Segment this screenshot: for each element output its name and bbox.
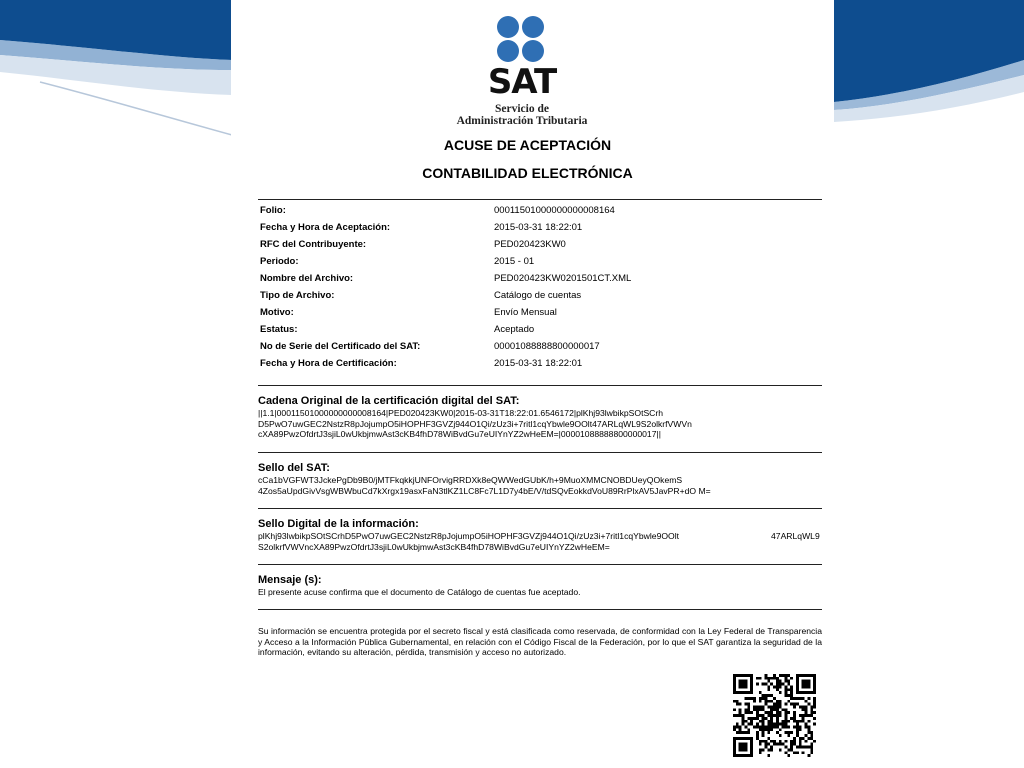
field-label: Motivo: <box>260 307 294 318</box>
privacy-notice: Su información se encuentra protegida por el secreto fiscal y está clasificada como reservada, de conformidad con la Ley Federal de Transparencia y Acceso a la Información Pública Gubernamental, en relación con el Código Fiscal de la Federación, por lo que el SAT garantiza la seguridad de la información, evitando su alteración, pérdida, transmisión y acceso no autorizado. <box>258 626 822 657</box>
sello-digital-text: 47ARLqWL9 <box>771 531 820 541</box>
sello-sat-title: Sello del SAT: <box>258 462 330 474</box>
cadena-original-line: D5PwO7uwGEC2NstzR8pJojumpO5iHOPHF3GVZj944O1Qi/zUz3i+7ritl1cqYbwle9OOlt47ARLqWL9S2olkrfVWVn <box>258 418 692 429</box>
sat-logo <box>456 16 588 127</box>
logo-subtitle-line2: Administración Tributaria <box>456 115 588 127</box>
mensaje-block <box>258 574 824 598</box>
sat-logo-subtitle <box>444 103 600 127</box>
field-value: Aceptado <box>494 324 535 335</box>
field-label: Fecha y Hora de Aceptación: <box>260 222 391 233</box>
qr-code-icon <box>733 674 816 757</box>
divider <box>258 452 822 453</box>
divider <box>258 199 822 200</box>
field-label: Estatus: <box>260 324 298 335</box>
field-value: PED020423KW0 <box>494 239 566 250</box>
info-row-folio <box>260 205 820 222</box>
info-row-tipo-archivo <box>260 290 820 307</box>
logo-dot <box>497 40 519 62</box>
sello-sat-line: 4Zos5aUpdGivVsgWBWbuCd7kXrgx19asxFaN3tlKZ1LC8Fc7L1D7y4bE/V/tdSQvEokkdVoU89RrPlxAV5JavPR+dO M= <box>258 485 711 496</box>
field-value: 00011501000000000008164 <box>494 205 615 216</box>
info-table <box>260 205 820 375</box>
sello-digital-line <box>258 531 824 542</box>
mensaje-title: Mensaje (s): <box>258 574 322 586</box>
sello-sat-line: cCa1bVGFWT3JckePgDb9B0/jMTFkqkkjUNFOrvigRRDXk8eQWWedGUbK/h+9MuoXMMCNOBDUeyQOkemS <box>258 475 683 485</box>
cadena-original-line: ||1.1|00011501000000000008164|PED020423KW0|2015-03-31T18:22:01.6546172|plKhj93lwbikpSOtSCrh <box>258 408 664 418</box>
sello-digital-text: plKhj93lwbikpSOtSCrhD5PwO7uwGEC2NstzR8pJojumpO5iHOPHF3GVZj944O1Qi/zUz3i+7ritl1cqYbwle9OOlt <box>258 531 680 541</box>
document-subtitle: CONTABILIDAD ELECTRÓNICA <box>422 165 633 181</box>
field-label: RFC del Contribuyente: <box>260 239 367 250</box>
mensaje-text: El presente acuse confirma que el documento de Catálogo de cuentas fue aceptado. <box>258 587 581 597</box>
field-label: Tipo de Archivo: <box>260 290 335 301</box>
cadena-original-title: Cadena Original de la certificación digital del SAT: <box>258 395 520 407</box>
info-row-rfc <box>260 239 820 256</box>
field-label: Folio: <box>260 205 286 216</box>
info-row-motivo <box>260 307 820 324</box>
info-row-periodo <box>260 256 820 273</box>
field-value: Envío Mensual <box>494 307 557 318</box>
field-value: 2015-03-31 18:22:01 <box>494 222 583 233</box>
divider <box>258 385 822 386</box>
cadena-original-line: cXA89PwzOfdrtJ3sjiL0wUkbjmwAst3cKB4fhD78WiBvdGu7eUIYnYZ2wHeEM=|00001088888800000017|| <box>258 429 661 439</box>
info-row-fecha-aceptacion <box>260 222 820 239</box>
info-row-nombre-archivo <box>260 273 820 290</box>
sello-sat-block <box>258 462 824 496</box>
sat-logo-dots <box>497 16 547 66</box>
field-value: 2015 - 01 <box>494 256 535 267</box>
field-value: PED020423KW0201501CT.XML <box>494 273 632 284</box>
field-value: 2015-03-31 18:22:01 <box>494 358 583 369</box>
sello-digital-line: S2olkrfVWVncXA89PwzOfdrtJ3sjiL0wUkbjmwAst3cKB4fhD78WiBvdGu7eUIYnYZ2wHeEM= <box>258 541 610 552</box>
info-row-no-serie <box>260 341 820 358</box>
field-label: No de Serie del Certificado del SAT: <box>260 341 421 352</box>
sello-digital-block <box>258 518 824 552</box>
logo-dot <box>522 40 544 62</box>
info-row-estatus <box>260 324 820 341</box>
field-value: 00001088888800000017 <box>494 341 600 352</box>
field-label: Periodo: <box>260 256 299 267</box>
divider <box>258 508 822 509</box>
sat-logo-text: SAT <box>487 62 557 102</box>
logo-dot <box>497 16 519 38</box>
divider <box>258 609 822 610</box>
info-row-fecha-certificacion <box>260 358 820 375</box>
field-label: Nombre del Archivo: <box>260 273 354 284</box>
field-value: Catálogo de cuentas <box>494 290 582 301</box>
logo-subtitle-line1: Servicio de <box>495 103 549 115</box>
cadena-original-block <box>258 395 824 440</box>
divider <box>258 564 822 565</box>
sello-digital-title: Sello Digital de la información: <box>258 518 419 530</box>
field-label: Fecha y Hora de Certificación: <box>260 358 397 369</box>
logo-dot <box>522 16 544 38</box>
document-title: ACUSE DE ACEPTACIÓN <box>443 137 612 153</box>
